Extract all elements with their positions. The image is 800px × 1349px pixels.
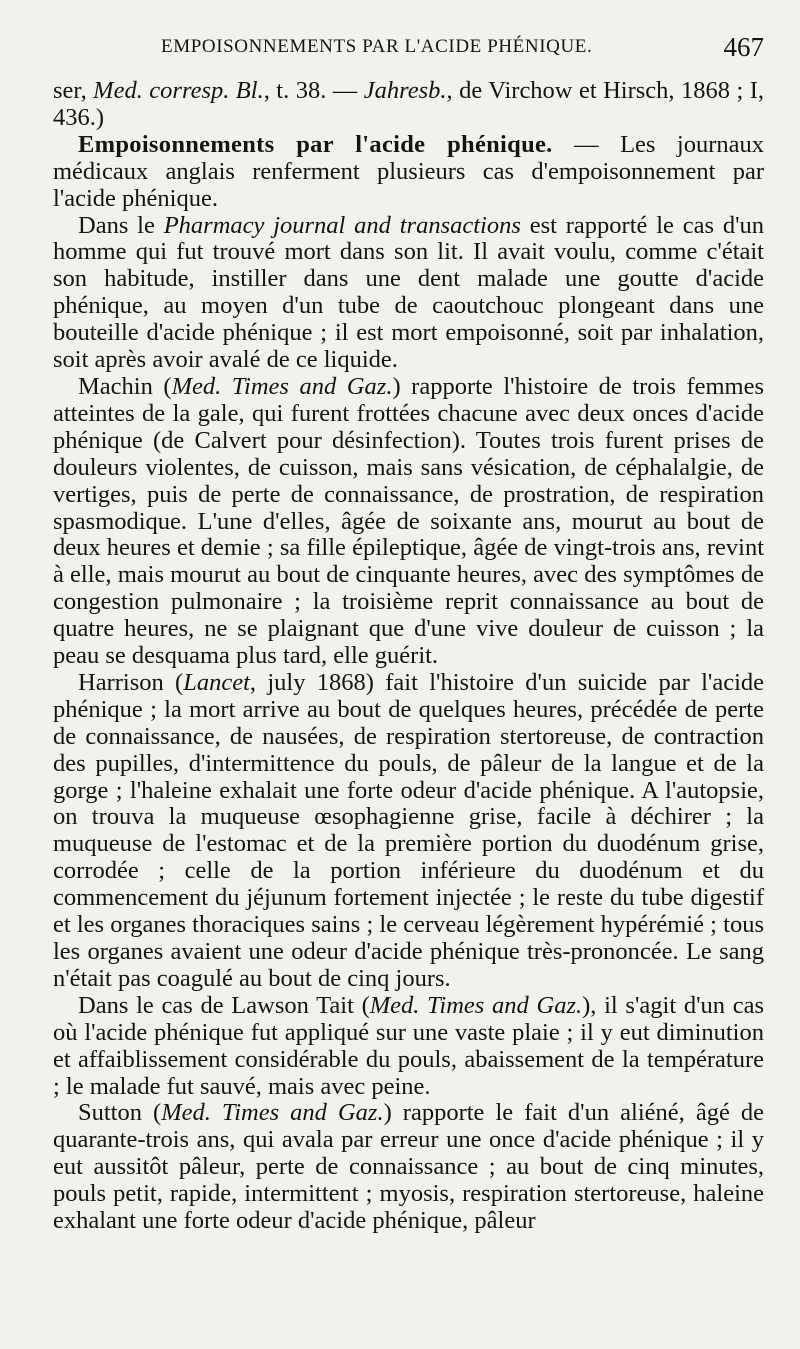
text-run: ser, xyxy=(53,77,94,104)
text-run: , july 1868) fait l'histoire d'un suicide par l'acide phénique ; la mort arrive au bout de quelques heures, précédée de perte de connaissance, de nausées, de respiration stertoreuse, de contraction des pupilles, d'intermittence du pouls, de pâleur de la langue et de la gorge ; l'haleine exhalait une forte odeur d'acide phénique. A l'autopsie, on trouva la muqueuse œsophagienne grise, facile à déchirer ; la muqueuse de l'estomac et de la première portion du duodénum grise, corrodée ; celle de la portion inférieure du duodénum et du commencement du jéjunum fortement injectée ; le reste du tube digestif et les organes thoraciques sains ; le cerveau légèrement hypérémié ; tous les organes avaient une odeur d'acide phénique très-prononcée. Le sang n'était pas coagulé au bout de cinq jours. xyxy=(53,668,765,992)
paragraph-pharmacy-journal xyxy=(53,213,764,374)
paragraph-section-heading xyxy=(53,132,764,213)
section-heading: Empoisonnements par l'acide phénique. xyxy=(78,130,553,158)
citation-text: Med. Times and Gaz. xyxy=(161,1099,384,1127)
text-run: Dans le xyxy=(78,211,164,239)
text-run: Dans le cas de Lawson Tait ( xyxy=(78,991,370,1019)
running-title: EMPOISONNEMENTS PAR L'ACIDE PHÉNIQUE. xyxy=(161,36,593,57)
running-header xyxy=(53,30,764,78)
citation-text: Pharmacy journal and transactions xyxy=(163,211,521,239)
paragraph-machin xyxy=(53,374,764,670)
text-run: Machin ( xyxy=(78,372,172,400)
text-run: Harrison ( xyxy=(78,668,184,696)
text-run: , t. 38. — xyxy=(263,77,364,104)
paragraph-sutton xyxy=(53,1100,764,1235)
text-run: , de Virchow et Hirsch, 1868 ; I, 436.) xyxy=(53,77,765,131)
paragraph-continuation xyxy=(53,78,764,132)
citation-text: Med. Times and Gaz. xyxy=(369,991,583,1019)
text-run: ) rapporte le fait d'un aliéné, âgé de quarante-trois ans, qui avala par erreur une once d'acide phénique ; il y eut aussitôt pâleur, perte de connaissance ; au bout de cinq minutes, pouls petit, rapide, intermittent ; myosis, respiration stertoreuse, haleine exhalant une forte odeur d'acide phénique, pâleur xyxy=(53,1099,764,1235)
citation-text: Lancet xyxy=(183,668,250,696)
citation-text: Jahresb. xyxy=(363,77,447,104)
text-run: Sutton ( xyxy=(78,1099,162,1127)
citation-text: Med. corresp. Bl. xyxy=(93,77,264,104)
paragraph-harrison xyxy=(53,670,764,993)
page-number: 467 xyxy=(723,32,764,62)
text-run: ), il s'agit d'un cas où l'acide phénique fut appliqué sur une vaste plaie ; il y eut diminution et affaiblissement considérable du pouls, abaissement de la température ; le malade fut sauvé, mais avec peine. xyxy=(53,991,764,1100)
text-run: — Les journaux médicaux anglais renferment plusieurs cas d'empoisonnement par l'acide phénique. xyxy=(53,130,764,212)
paragraph-lawson-tait xyxy=(53,993,764,1101)
text-run: ) rapporte l'histoire de trois femmes atteintes de la gale, qui furent frottées chacune avec deux onces d'acide phénique (de Calvert pour désinfection). Toutes trois furent prises de douleurs violentes, de cuisson, mais sans vésication, de céphalalgie, de vertiges, puis de perte de connaissance, de prostration, de respiration spasmodique. L'une d'elles, âgée de soixante ans, mourut au bout de deux heures et demie ; sa fille épileptique, âgée de vingt-trois ans, revint à elle, mais mourut au bout de cinquante heures, avec des symptômes de congestion pulmonaire ; la troisième reprit connaissance au bout de quatre heures, ne se plaignant que d'une vive douleur de cuisson ; la peau se desquama plus tard, elle guérit. xyxy=(53,372,764,670)
body-text xyxy=(53,78,764,1235)
text-run: est rapporté le cas d'un homme qui fut trouvé mort dans son lit. Il avait voulu, comme c'était son habitude, instiller dans une dent malade une goutte d'acide phénique, au moyen d'un tube de caoutchouc plongeant dans une bouteille d'acide phénique ; il est mort empoisonné, soit par inhalation, soit après avoir avalé de ce liquide. xyxy=(53,211,764,374)
citation-text: Med. Times and Gaz. xyxy=(171,372,393,400)
